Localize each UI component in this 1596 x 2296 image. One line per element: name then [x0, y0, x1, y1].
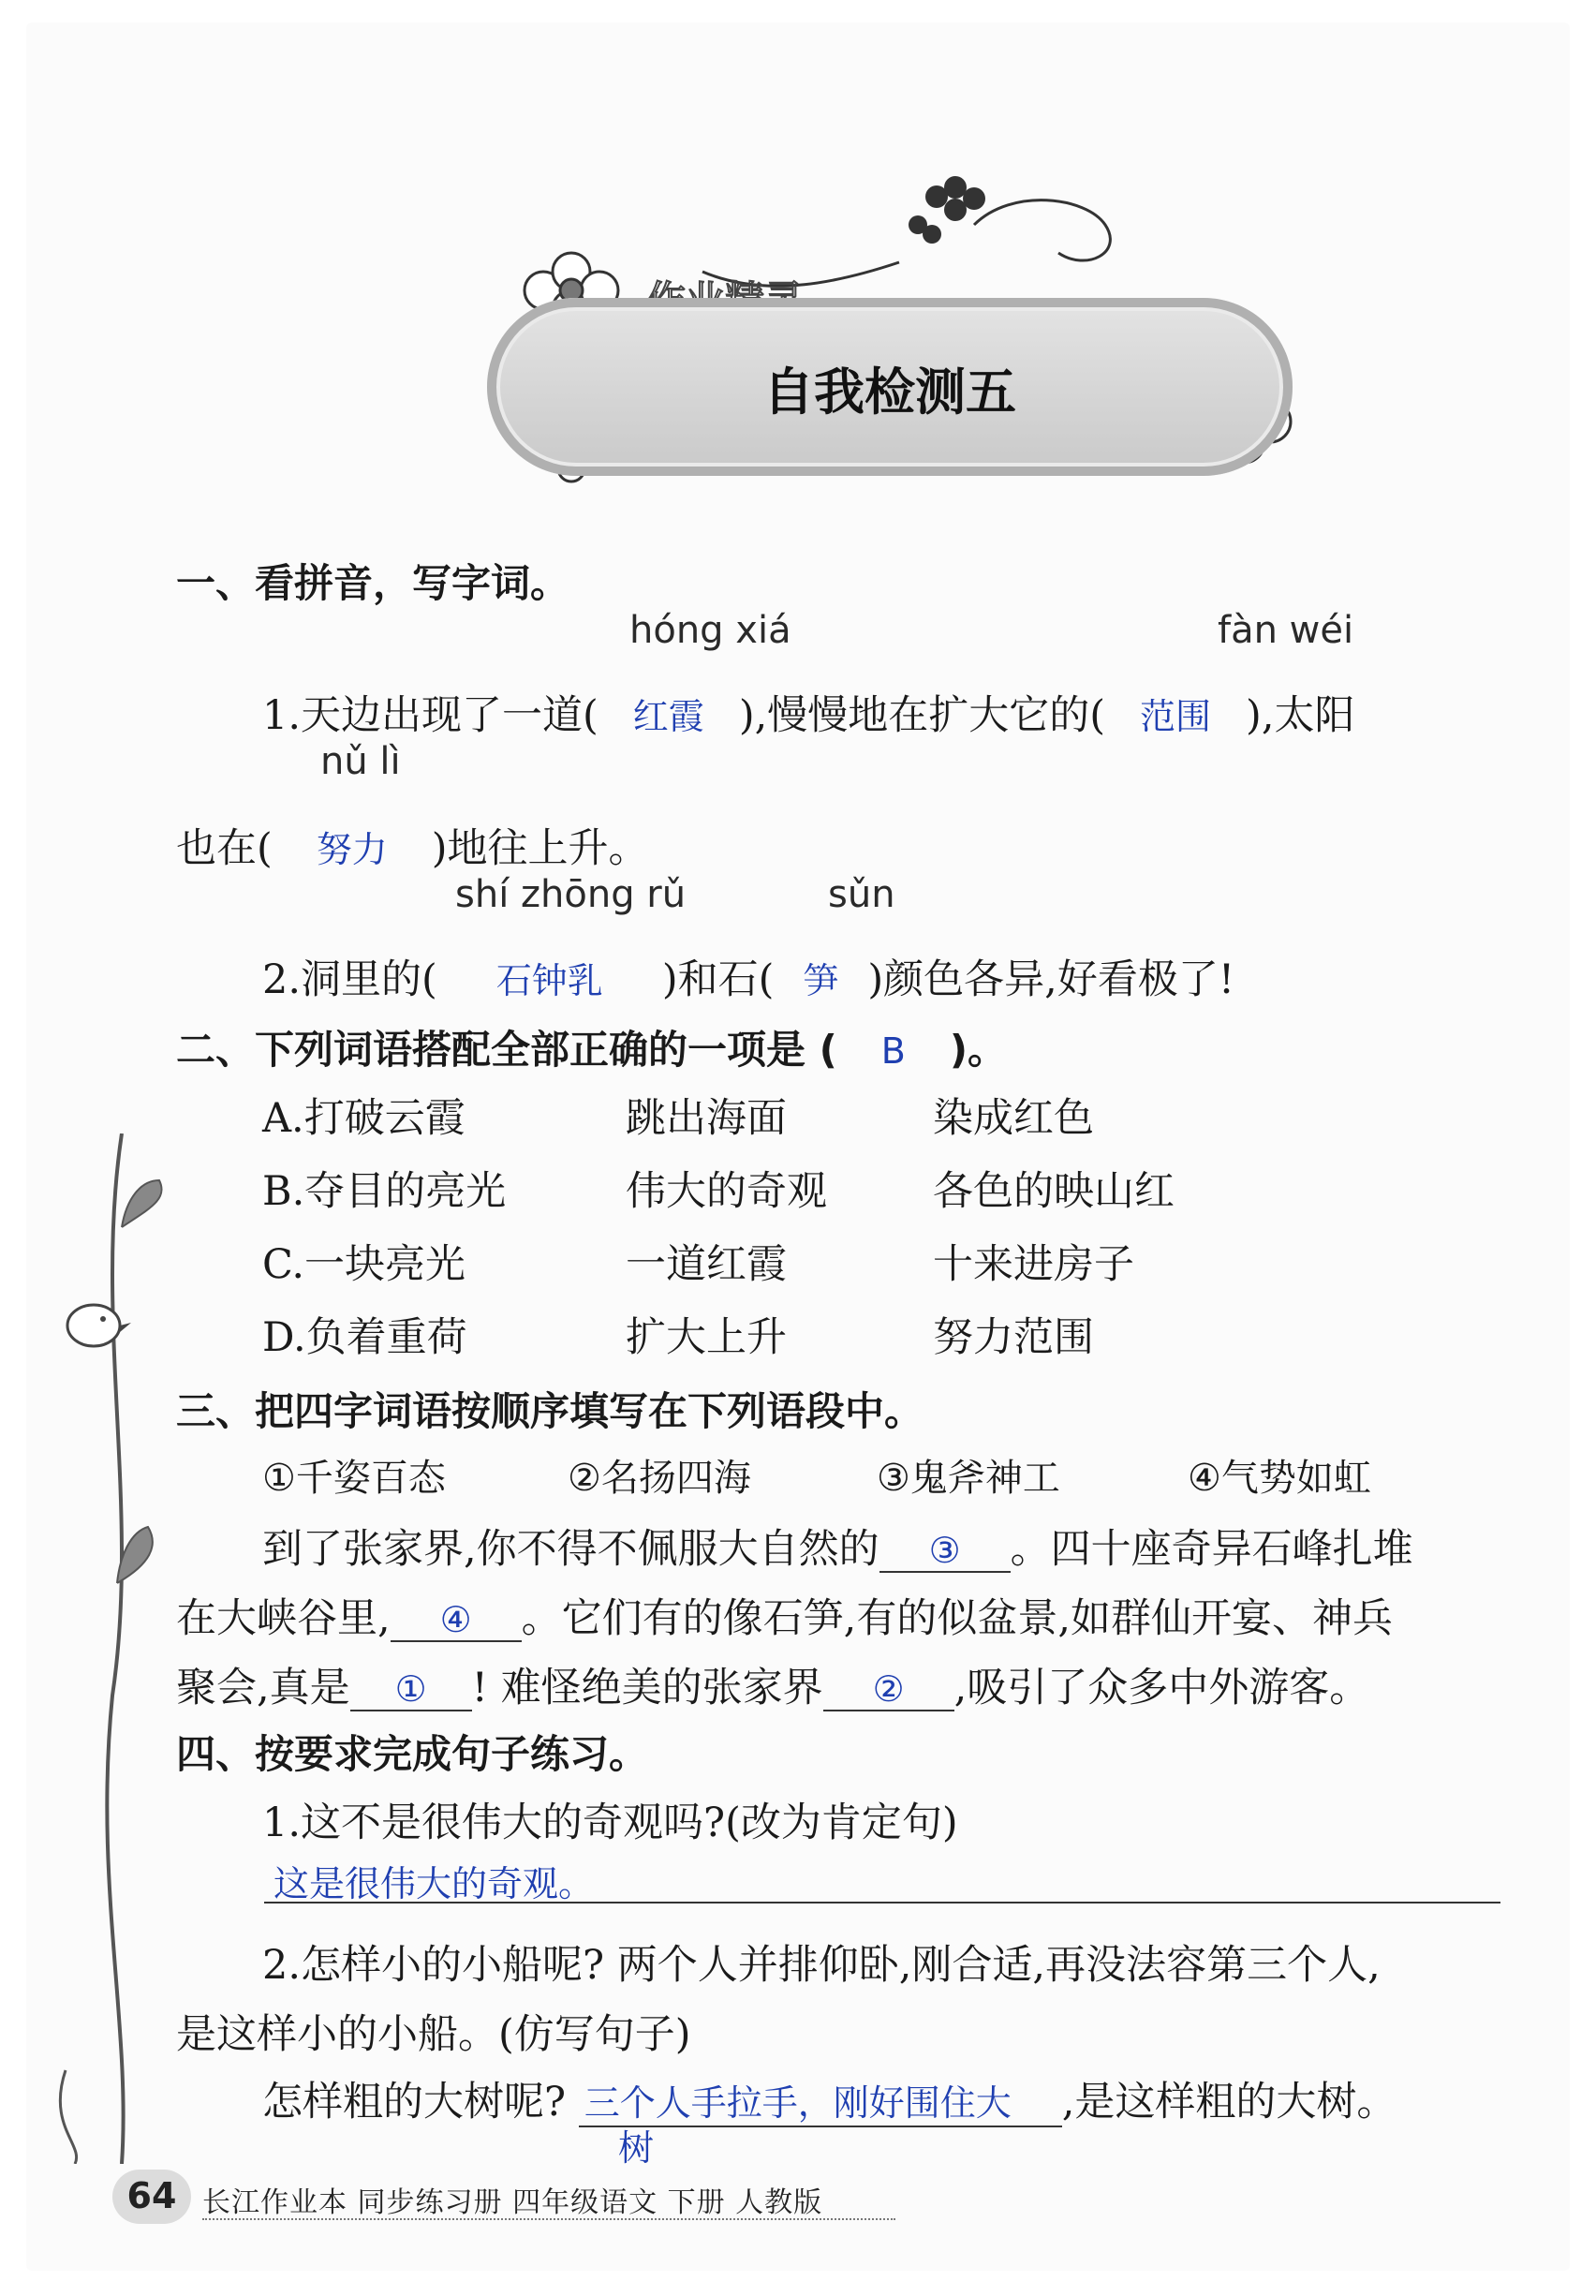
pinyin-nuli: nǔ lì — [320, 740, 401, 783]
question-1-line2: 也在( 努力 )地往上升。 — [176, 817, 649, 874]
section-2-heading: 二、下列词语搭配全部正确的一项是 ( B )。 — [176, 1027, 1008, 1073]
option-d-item2: 扩大上升 — [626, 1314, 787, 1361]
option-d-item3: 努力范围 — [933, 1314, 1094, 1361]
pinyin-sun: sǔn — [828, 873, 895, 916]
sentence-q2-line1: 2.怎样小的小船呢? 两个人并排仰卧,刚合适,再没法容第三个人, — [262, 1942, 1381, 1989]
answer-nuli: 努力 — [316, 829, 388, 870]
page-number-badge — [112, 2170, 191, 2224]
sentence-q1: 1.这不是很伟大的奇观吗?(改为肯定句) — [262, 1800, 958, 1846]
blank-2: ④ — [391, 1599, 522, 1642]
blank-4: ② — [823, 1668, 954, 1711]
section-3-heading: 三、把四字词语按顺序填写在下列语段中。 — [176, 1388, 924, 1434]
answer-fanwei: 范围 — [1140, 696, 1212, 737]
passage-line-1: 到了张家界,你不得不佩服大自然的 ③ 。四十座奇异石峰扎堆 — [262, 1526, 1413, 1573]
option-c-item2: 一道红霞 — [626, 1241, 787, 1288]
option-a-item2: 跳出海面 — [626, 1095, 787, 1142]
answer-sun: 笋 — [803, 960, 839, 1001]
sentence-q1-answer: 这是很伟大的奇观。 — [273, 1863, 595, 1904]
footer-book-info: 长江作业本 同步练习册 四年级语文 下册 人教版 — [202, 2186, 823, 2219]
answer-shizhongru: 石钟乳 — [495, 960, 603, 1001]
passage-line-3: 聚会,真是 ① ! 难怪绝美的张家界 ② ,吸引了众多中外游客。 — [176, 1665, 1370, 1711]
page-number: 64 — [126, 2175, 177, 2216]
page-title: 自我检测五 — [763, 363, 1016, 422]
passage-line-2: 在大峡谷里, ④ 。它们有的像石笋,有的似盆景,如群仙开宴、神兵 — [176, 1595, 1394, 1642]
pinyin-hongxia: hóng xiá — [629, 609, 791, 652]
section-4-heading: 四、按要求完成句子练习。 — [176, 1731, 649, 1777]
title-banner — [487, 298, 1293, 476]
option-b-item3: 各色的映山红 — [933, 1168, 1175, 1215]
option-b-item2: 伟大的奇观 — [626, 1168, 827, 1215]
pinyin-fanwei: fàn wéi — [1218, 609, 1354, 652]
option-d-label: D.负着重荷 — [262, 1314, 467, 1361]
sentence-q2-line2: 是这样小的小船。(仿写句子) — [176, 2011, 691, 2058]
question-1-line1: 1.天边出现了一道( 红霞 ),慢慢地在扩大它的( 范围 ),太阳 — [262, 684, 1355, 741]
option-a-label: A.打破云霞 — [262, 1095, 466, 1142]
option-a-item3: 染成红色 — [933, 1095, 1094, 1142]
sentence-q2-answer-wrap: 树 — [618, 2127, 655, 2169]
blank-3: ① — [350, 1668, 472, 1711]
option-c-label: C.一块亮光 — [262, 1241, 466, 1288]
answer-line-1 — [264, 1902, 1500, 1903]
idiom-2: ②名扬四海 — [568, 1457, 751, 1500]
pinyin-shizhongru: shí zhōng rǔ — [455, 873, 687, 916]
blank-1: ③ — [879, 1530, 1011, 1573]
idiom-4: ④气势如虹 — [1188, 1457, 1371, 1500]
sentence-q2-answer: 三个人手拉手，刚好围住大 — [579, 2074, 1062, 2127]
answer-hongxia: 红霞 — [632, 696, 704, 737]
vine-decoration — [37, 1133, 187, 2164]
section-1-heading: 一、看拼音，写字词。 — [176, 560, 570, 606]
question-2: 2.洞里的( 石钟乳 )和石( 笋 )颜色各异,好看极了! — [262, 948, 1234, 1005]
idiom-1: ①千姿百态 — [262, 1457, 446, 1500]
footer-dotted-line — [202, 2218, 895, 2220]
idiom-3: ③鬼斧神工 — [877, 1457, 1060, 1500]
option-b-label: B.夺目的亮光 — [262, 1168, 507, 1215]
option-c-item3: 十来进房子 — [933, 1241, 1134, 1288]
answer-section2: B — [880, 1030, 906, 1072]
sentence-q2-line3: 怎样粗的大树呢? 三个人手拉手，刚好围住大 ,是这样粗的大树。 — [262, 2070, 1396, 2127]
